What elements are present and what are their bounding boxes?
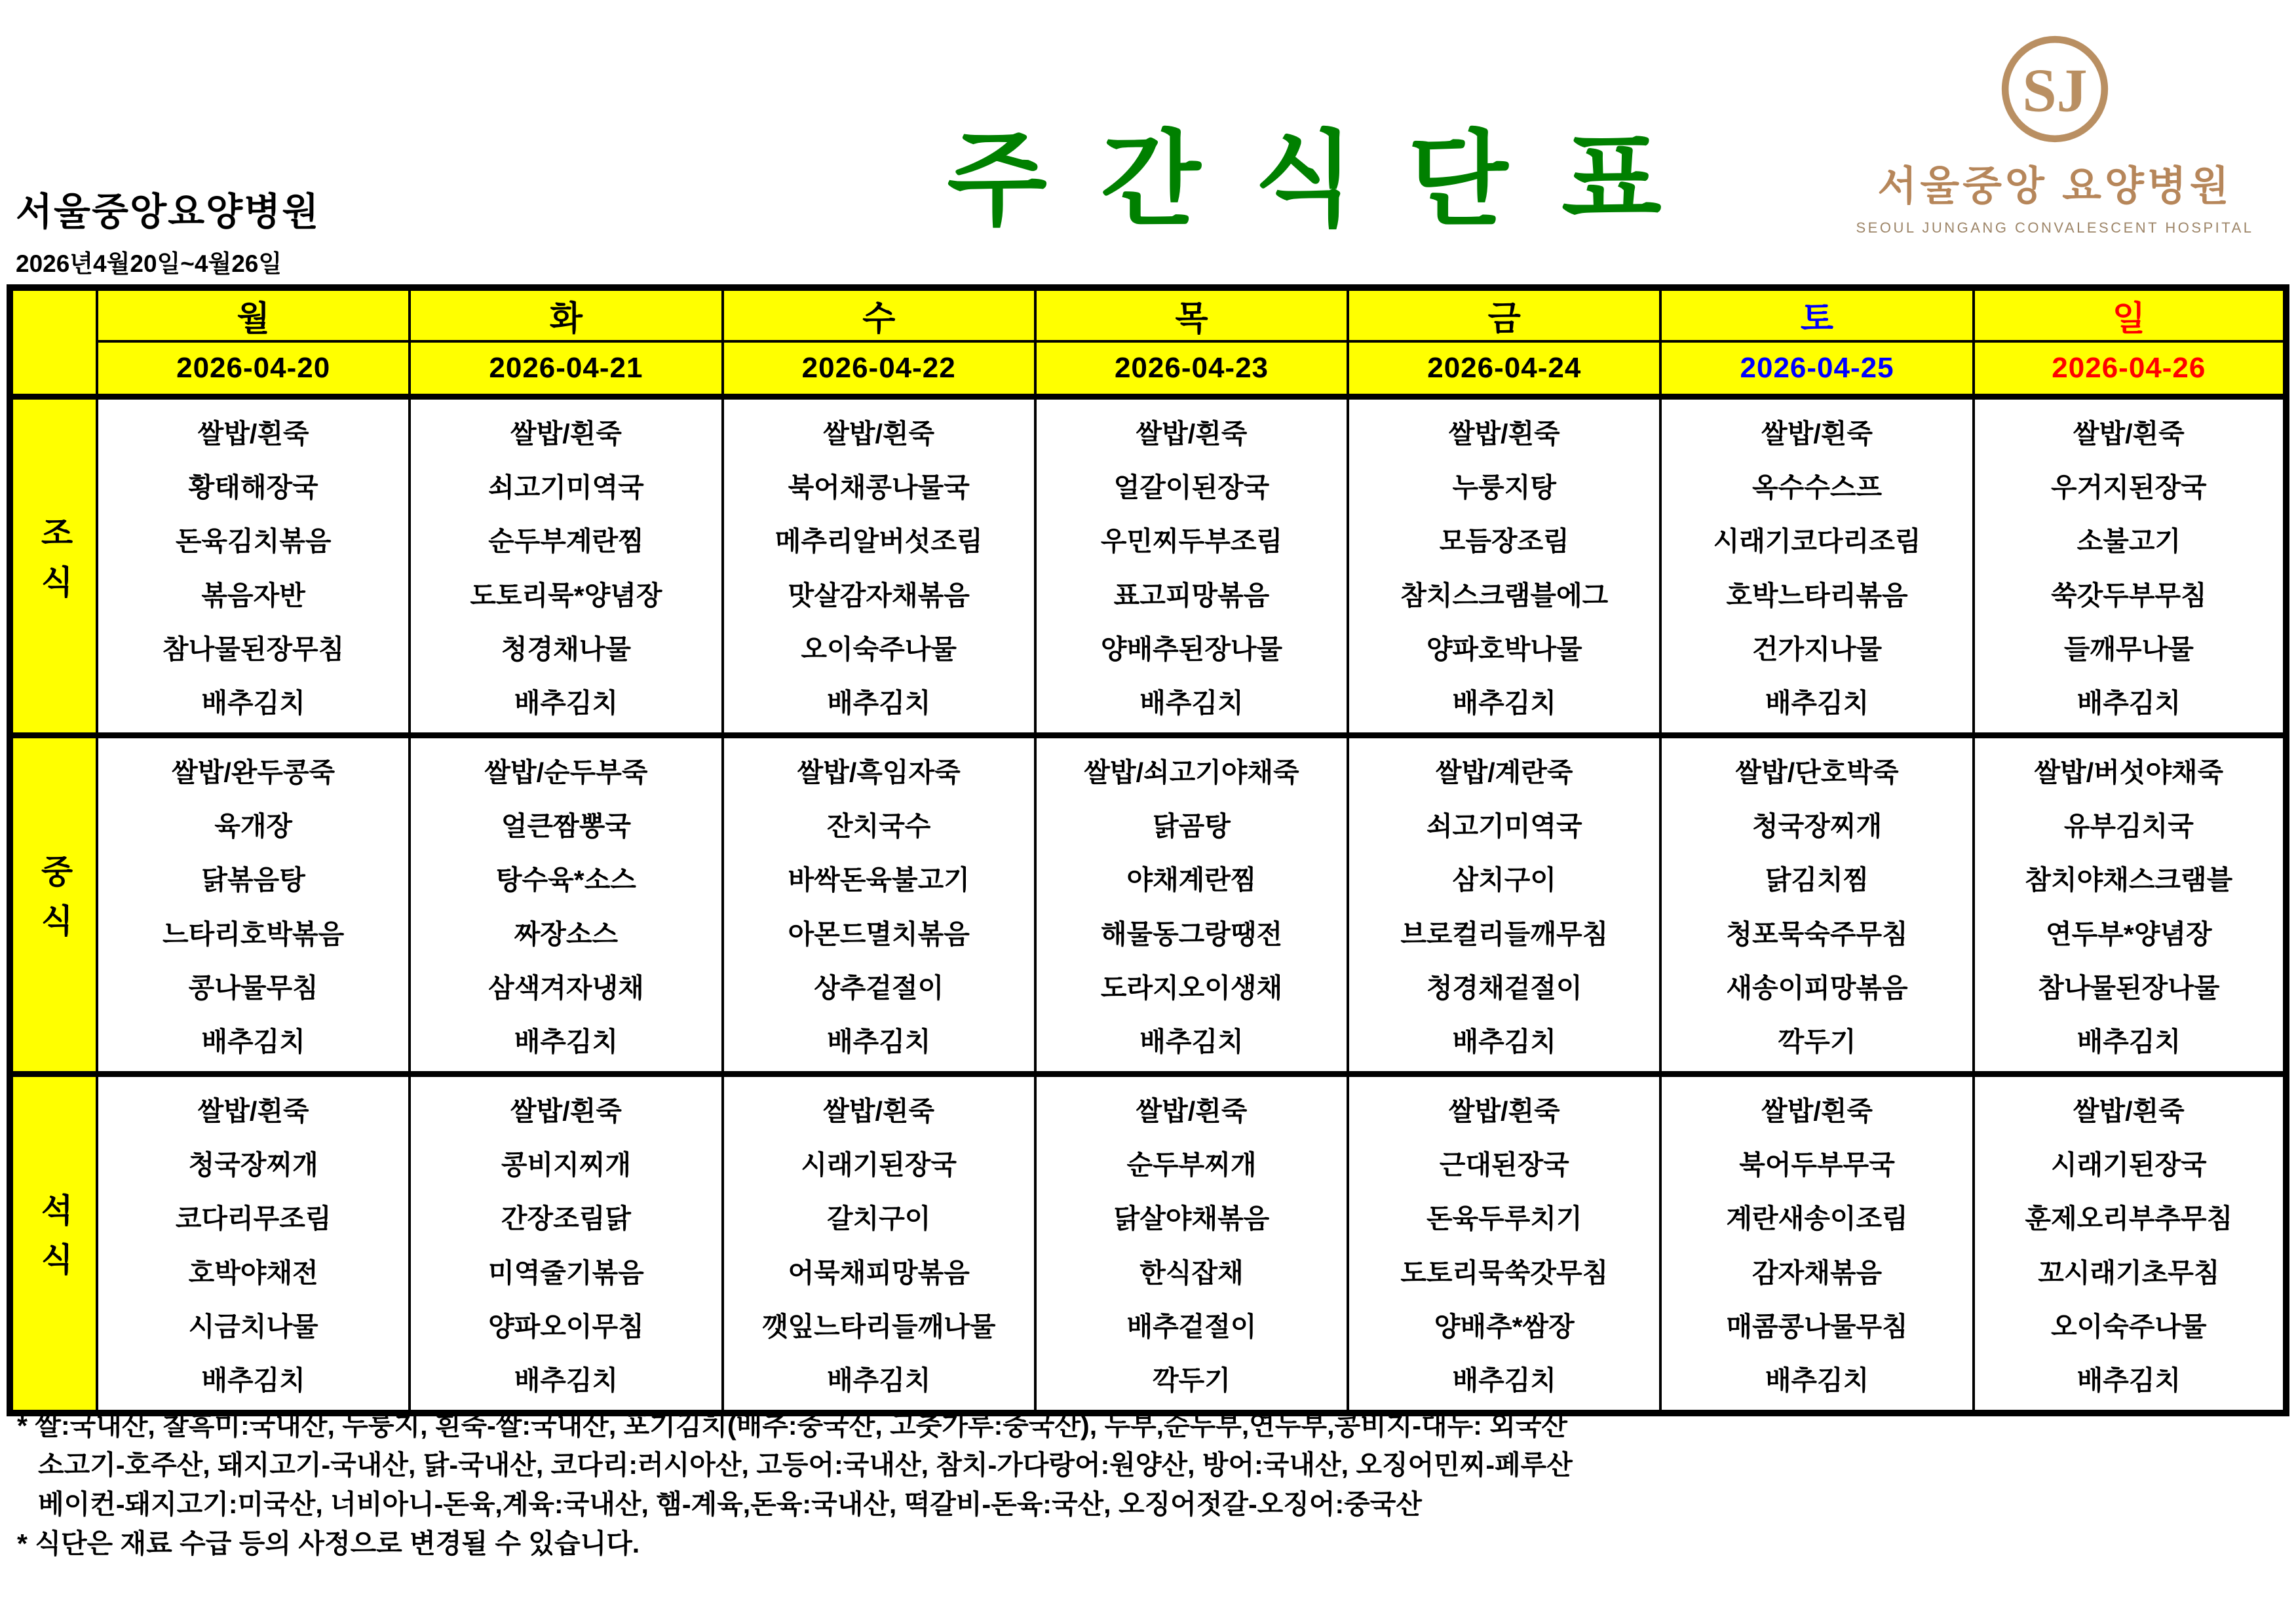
menu-item: 훈제오리부추무침 (2025, 1203, 2233, 1234)
menu-item: 쌀밥/완두콩죽 (172, 757, 335, 787)
menu-item: 어묵채피망볶음 (788, 1257, 970, 1288)
menu-item: 얼큰짬뽕국 (501, 810, 631, 841)
menu-item: 야채계란찜 (1126, 865, 1257, 896)
menu-item: 쌀밥/계란죽 (1436, 757, 1573, 787)
menu-item: 배추김치 (201, 688, 305, 719)
menu-item: 닭김치찜 (1765, 865, 1869, 896)
day-header-sun: 일 (1974, 288, 2286, 341)
menu-item: 순두부계란찜 (488, 526, 644, 557)
lunch-fri (1348, 736, 1660, 1074)
menu-cell (98, 404, 408, 728)
menu-item: 도토리묵*양념장 (470, 580, 662, 611)
menu-item: 배추김치 (2076, 1365, 2181, 1396)
breakfast-mon (97, 397, 410, 736)
dinner-fri (1348, 1074, 1660, 1414)
lunch-tue (410, 736, 722, 1074)
footnote-origin-2: 소고기-호주산, 돼지고기-국내산, 닭-국내산, 코다리:러시아산, 고등어:국내산, 참치-가다랑어:원양산, 방어:국내산, 오징어민찌-페루산 (38, 1450, 1573, 1480)
menu-cell (98, 743, 408, 1067)
menu-item: 볶음자반 (201, 580, 305, 611)
hospital-name: 서울중앙요양병원 (16, 191, 320, 233)
menu-item: 맛살감자채볶음 (788, 580, 970, 611)
menu-item: 한식잡채 (1139, 1257, 1244, 1288)
menu-item: 쌀밥/흰죽 (197, 418, 309, 449)
menu-item: 옥수수스프 (1752, 472, 1883, 502)
menu-item: 배추김치 (826, 688, 931, 719)
meal-label-breakfast (10, 397, 97, 736)
menu-item: 쌀밥/쇠고기야채죽 (1084, 757, 1299, 787)
menu-item: 참나물된장나물 (2038, 972, 2220, 1003)
date-mon: 2026-04-20 (97, 341, 410, 397)
menu-item: 간장조림닭 (501, 1203, 631, 1234)
menu-item: 청국장찌개 (1752, 810, 1883, 841)
menu-cell (411, 1082, 721, 1405)
date-fri: 2026-04-24 (1348, 341, 1660, 397)
menu-item: 닭살야채볶음 (1113, 1203, 1270, 1234)
menu-item: 새송이피망볶음 (1726, 972, 1908, 1003)
menu-item: 배추김치 (514, 688, 619, 719)
menu-item: 배추김치 (201, 1365, 305, 1396)
menu-item: 쌀밥/버섯야채죽 (2034, 757, 2224, 787)
menu-item: 쌀밥/흰죽 (1448, 1095, 1560, 1126)
menu-item: 깻잎느타리들깨나물 (761, 1311, 996, 1342)
breakfast-row (10, 397, 2286, 736)
menu-item: 북어채콩나물국 (788, 472, 970, 502)
menu-item: 쌀밥/흰죽 (510, 1095, 622, 1126)
lunch-mon (97, 736, 410, 1074)
menu-item: 배추김치 (1452, 1365, 1556, 1396)
menu-item: 시래기된장국 (801, 1149, 957, 1180)
menu-item: 호박야채전 (188, 1257, 318, 1288)
dinner-thu (1035, 1074, 1348, 1414)
menu-cell (1037, 404, 1347, 728)
menu-item: 우거지된장국 (2051, 472, 2207, 502)
menu-item: 삼색겨자냉채 (488, 972, 644, 1003)
menu-item: 오이숙주나물 (801, 633, 957, 664)
menu-item: 쇠고기미역국 (488, 472, 644, 502)
menu-item: 배추김치 (1765, 688, 1869, 719)
meal-label-dinner (10, 1074, 97, 1414)
menu-item: 쌀밥/흰죽 (1136, 1095, 1248, 1126)
menu-item: 배추김치 (1139, 1027, 1244, 1057)
menu-item: 쌀밥/흰죽 (197, 1095, 309, 1126)
footnote-origin-3: 베이컨-돼지고기:미국산, 너비아니-돈육,계육:국내산, 햄-계육,돈육:국내산, 떡갈비-돈육:국산, 오징어젓갈-오징어:중국산 (38, 1489, 1422, 1519)
menu-item: 참나물된장무침 (163, 633, 345, 664)
menu-item: 배추김치 (1765, 1365, 1869, 1396)
breakfast-tue (410, 397, 722, 736)
menu-item: 연두부*양념장 (2046, 918, 2212, 949)
menu-item: 삼치구이 (1452, 865, 1556, 896)
date-thu: 2026-04-23 (1035, 341, 1348, 397)
menu-item: 잔치국수 (826, 810, 931, 841)
date-sat: 2026-04-25 (1660, 341, 1973, 397)
menu-item: 배추김치 (826, 1365, 931, 1396)
menu-cell (1349, 743, 1659, 1067)
menu-item: 해물동그랑땡전 (1100, 918, 1283, 949)
menu-item: 도토리묵쑥갓무침 (1400, 1257, 1609, 1288)
menu-cell (1975, 1082, 2283, 1405)
menu-item: 상추겉절이 (814, 972, 944, 1003)
dinner-sun (1974, 1074, 2286, 1414)
menu-item: 배추김치 (514, 1365, 619, 1396)
menu-item: 갈치구이 (826, 1203, 931, 1234)
menu-item: 양파오이무침 (488, 1311, 644, 1342)
meal-label-lunch (10, 736, 97, 1074)
menu-item: 청국장찌개 (188, 1149, 318, 1180)
menu-item: 코다리무조림 (175, 1203, 332, 1234)
footnotes (17, 1406, 1573, 1563)
meal-label-text: 석식 (36, 1192, 73, 1291)
menu-cell (98, 1082, 408, 1405)
menu-cell (724, 1082, 1034, 1405)
lunch-thu (1035, 736, 1348, 1074)
menu-item: 호박느타리볶음 (1726, 580, 1908, 611)
day-header-fri: 금 (1348, 288, 1660, 341)
menu-item: 콩나물무침 (188, 972, 318, 1003)
menu-item: 청경채겉절이 (1426, 972, 1582, 1003)
menu-table (7, 284, 2289, 1416)
meal-label-text: 조식 (36, 515, 73, 614)
week-range: 2026년4월20일~4월26일 (16, 250, 282, 277)
dinner-mon (97, 1074, 410, 1414)
menu-item: 시래기코다리조림 (1713, 526, 1921, 557)
menu-item: 쌀밥/흰죽 (1761, 1095, 1873, 1126)
menu-item: 돈육김치볶음 (175, 526, 332, 557)
svg-text:SJ: SJ (2022, 56, 2088, 125)
menu-cell (411, 404, 721, 728)
breakfast-sat (1660, 397, 1973, 736)
meal-label-text: 중식 (36, 854, 73, 953)
menu-item: 배추김치 (1139, 688, 1244, 719)
menu-item: 감자채볶음 (1752, 1257, 1883, 1288)
date-tue: 2026-04-21 (410, 341, 722, 397)
hospital-logo (1832, 31, 2278, 236)
date-header-row (10, 341, 2286, 397)
menu-item: 배추김치 (2076, 688, 2181, 719)
menu-cell (724, 404, 1034, 728)
menu-cell (411, 743, 721, 1067)
menu-item: 양배추된장나물 (1100, 633, 1283, 664)
menu-item: 쌀밥/흰죽 (823, 418, 935, 449)
menu-item: 배추김치 (2076, 1027, 2181, 1057)
menu-item: 매콤콩나물무침 (1726, 1311, 1908, 1342)
day-header-wed: 수 (723, 288, 1035, 341)
menu-item: 들깨무나물 (2063, 633, 2194, 664)
menu-item: 청경채나물 (501, 633, 631, 664)
menu-cell (1662, 404, 1972, 728)
footnote-origin-1: * 쌀:국내산, 찰흑미:국내산, 누룽지, 흰죽-쌀:국내산, 포기김치(배추:중국산, 고춧가루:중국산), 두부,순두부,연두부,콩비지-대두: 외국산 (17, 1410, 1568, 1441)
weekday-header-row (10, 288, 2286, 341)
menu-item: 깍두기 (1153, 1365, 1231, 1396)
menu-item: 누룽지탕 (1452, 472, 1556, 502)
menu-item: 콩비지찌개 (501, 1149, 631, 1180)
menu-item: 배추김치 (514, 1027, 619, 1057)
menu-item: 쌀밥/흰죽 (2073, 1095, 2185, 1126)
menu-item: 쌀밥/흰죽 (1761, 418, 1873, 449)
menu-item: 느타리호박볶음 (163, 918, 345, 949)
menu-item: 황태해장국 (188, 472, 318, 502)
day-header-sat: 토 (1660, 288, 1973, 341)
menu-cell (724, 743, 1034, 1067)
dinner-wed (723, 1074, 1035, 1414)
menu-cell (1037, 743, 1347, 1067)
lunch-sat (1660, 736, 1973, 1074)
corner-cell (10, 288, 97, 397)
menu-item: 양배추*쌈장 (1434, 1311, 1575, 1342)
menu-item: 돈육두루치기 (1426, 1203, 1582, 1234)
menu-item: 미역줄기볶음 (488, 1257, 644, 1288)
menu-item: 닭볶음탕 (201, 865, 305, 896)
dinner-tue (410, 1074, 722, 1414)
menu-item: 배추김치 (826, 1027, 931, 1057)
menu-cell (1662, 743, 1972, 1067)
menu-item: 닭곰탕 (1153, 810, 1231, 841)
menu-item: 바싹돈육불고기 (788, 865, 970, 896)
menu-cell (1975, 743, 2283, 1067)
menu-item: 표고피망볶음 (1113, 580, 1270, 611)
menu-item: 깍두기 (1778, 1027, 1856, 1057)
menu-item: 참치야채스크램블 (2025, 865, 2233, 896)
day-header-thu: 목 (1035, 288, 1348, 341)
menu-item: 쑥갓두부무침 (2051, 580, 2207, 611)
menu-item: 건가지나물 (1752, 633, 1883, 664)
menu-item: 청포묵숙주무침 (1726, 918, 1908, 949)
menu-item: 모듬장조림 (1439, 526, 1569, 557)
logo-name-kr: 서울중앙 요양병원 (1877, 164, 2232, 209)
breakfast-sun (1974, 397, 2286, 736)
sj-monogram-icon (1995, 31, 2114, 151)
lunch-wed (723, 736, 1035, 1074)
menu-item: 우민찌두부조림 (1100, 526, 1283, 557)
menu-item: 북어두부무국 (1739, 1149, 1895, 1180)
breakfast-thu (1035, 397, 1348, 736)
page-title: 주 간 식 단 표 (947, 123, 1674, 238)
menu-item: 시래기된장국 (2051, 1149, 2207, 1180)
menu-item: 브로컬리들깨무침 (1400, 918, 1609, 949)
menu-item: 도라지오이생채 (1100, 972, 1283, 1003)
menu-item: 꼬시래기초무침 (2038, 1257, 2220, 1288)
menu-item: 소불고기 (2076, 526, 2181, 557)
menu-item: 배추김치 (201, 1027, 305, 1057)
menu-item: 참치스크램블에그 (1400, 580, 1609, 611)
menu-item: 오이숙주나물 (2051, 1311, 2207, 1342)
menu-item: 배추겉절이 (1126, 1311, 1257, 1342)
menu-item: 쌀밥/흰죽 (2073, 418, 2185, 449)
lunch-row (10, 736, 2286, 1074)
menu-item: 메추리알버섯조림 (775, 526, 983, 557)
menu-cell (1349, 1082, 1659, 1405)
menu-cell (1349, 404, 1659, 728)
date-sun: 2026-04-26 (1974, 341, 2286, 397)
menu-item: 육개장 (214, 810, 293, 841)
menu-item: 얼갈이된장국 (1113, 472, 1270, 502)
dinner-sat (1660, 1074, 1973, 1414)
menu-item: 계란새송이조림 (1726, 1203, 1908, 1234)
dinner-row (10, 1074, 2286, 1414)
menu-item: 쌀밥/순두부죽 (484, 757, 648, 787)
menu-item: 유부김치국 (2063, 810, 2194, 841)
menu-item: 쌀밥/흰죽 (1448, 418, 1560, 449)
menu-item: 시금치나물 (188, 1311, 318, 1342)
menu-item: 양파호박나물 (1426, 633, 1582, 664)
menu-item: 짜장소스 (514, 918, 619, 949)
menu-item: 쌀밥/흰죽 (823, 1095, 935, 1126)
menu-item: 순두부찌개 (1126, 1149, 1257, 1180)
day-header-mon: 월 (97, 288, 410, 341)
menu-item: 근대된장국 (1439, 1149, 1569, 1180)
menu-item: 쌀밥/흰죽 (1136, 418, 1248, 449)
footnote-change-notice: * 식단은 재료 수급 등의 사정으로 변경될 수 있습니다. (17, 1528, 640, 1558)
breakfast-wed (723, 397, 1035, 736)
menu-item: 쌀밥/흑임자죽 (797, 757, 961, 787)
menu-item: 쇠고기미역국 (1426, 810, 1582, 841)
menu-cell (1975, 404, 2283, 728)
breakfast-fri (1348, 397, 1660, 736)
menu-item: 배추김치 (1452, 1027, 1556, 1057)
menu-item: 탕수육*소스 (495, 865, 636, 896)
menu-cell (1037, 1082, 1347, 1405)
menu-item: 쌀밥/단호박죽 (1735, 757, 1899, 787)
menu-cell (1662, 1082, 1972, 1405)
menu-item: 쌀밥/흰죽 (510, 418, 622, 449)
day-header-tue: 화 (410, 288, 722, 341)
hospital-header (16, 181, 320, 279)
menu-item: 아몬드멸치볶음 (788, 918, 970, 949)
menu-item: 배추김치 (1452, 688, 1556, 719)
lunch-sun (1974, 736, 2286, 1074)
logo-name-en: SEOUL JUNGANG CONVALESCENT HOSPITAL (1856, 219, 2254, 236)
date-wed: 2026-04-22 (723, 341, 1035, 397)
